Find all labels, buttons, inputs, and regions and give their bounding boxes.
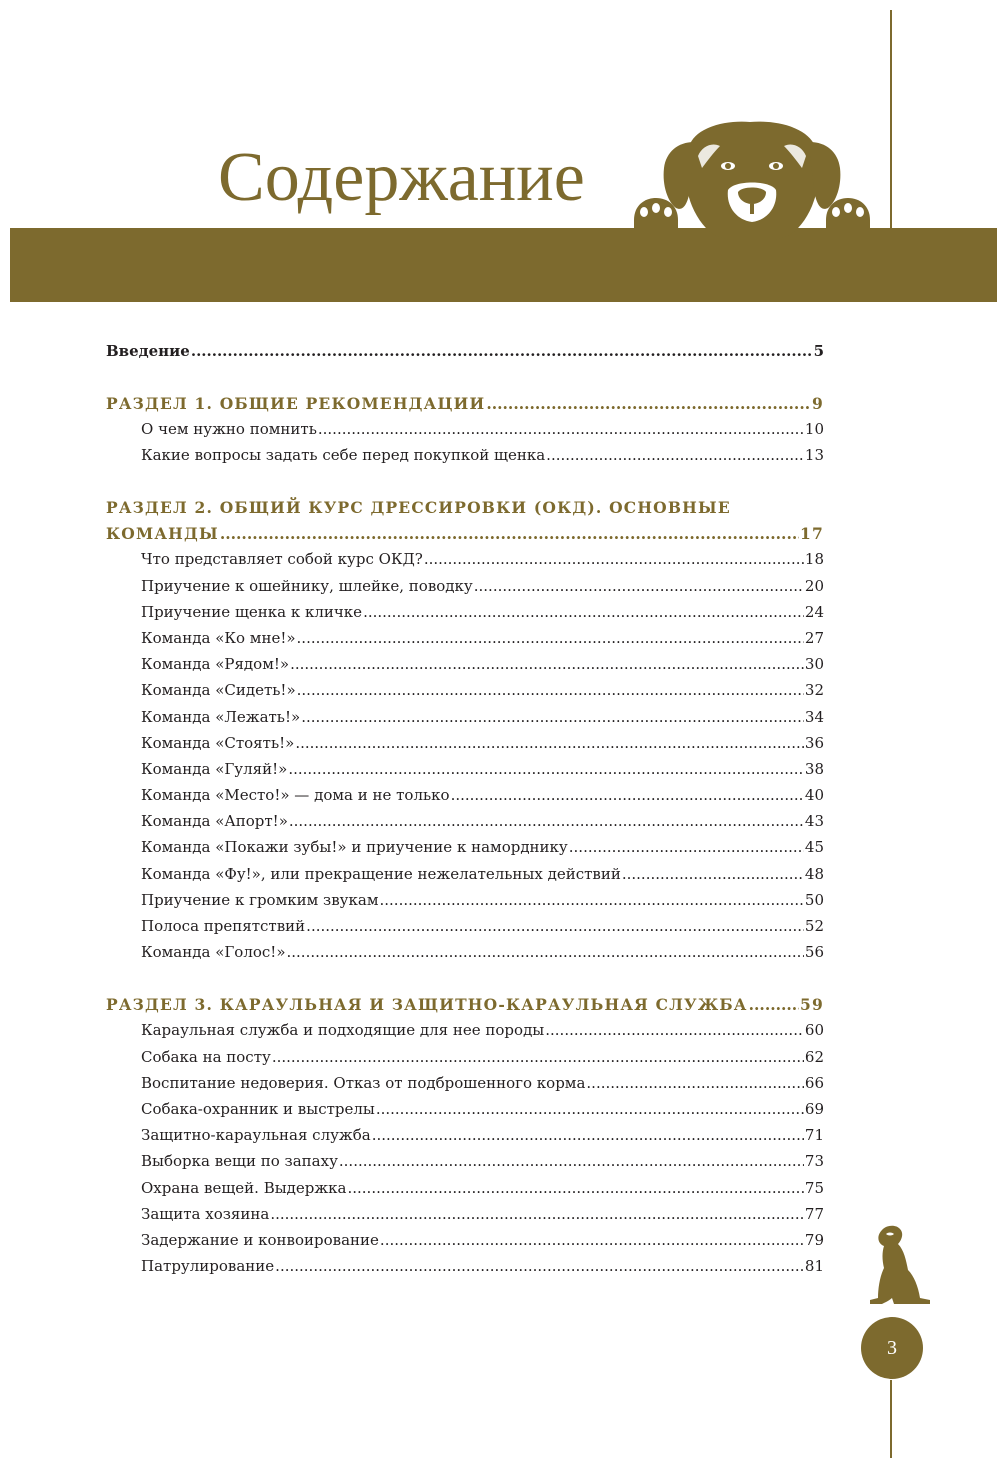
toc-entry-page: 62: [804, 1047, 824, 1066]
toc-entry-page: 40: [804, 786, 824, 805]
page-title: Содержание: [218, 139, 585, 216]
toc-entry-label: Воспитание недоверия. Отказ от подброшенного корма: [141, 1073, 586, 1092]
dot-leader: [272, 1048, 804, 1066]
dot-leader: [275, 1257, 804, 1275]
toc-entry-page: 66: [804, 1073, 824, 1092]
section-page: 9: [812, 394, 824, 413]
section-title-line1: РАЗДЕЛ 2. ОБЩИЙ КУРС ДРЕССИРОВКИ (ОКД). ОСНОВНЫЕ: [106, 498, 731, 518]
toc-entry[interactable]: [106, 1021, 824, 1047]
section-title-line2: КОМАНДЫ: [106, 524, 219, 544]
toc-entry[interactable]: [106, 760, 824, 786]
toc-entry-page: 50: [804, 890, 824, 909]
toc-entry-label: Патрулирование: [141, 1257, 275, 1276]
toc-entry-page: 38: [804, 759, 824, 778]
toc-entry-label: Команда «Рядом!»: [141, 655, 290, 674]
dot-leader: [318, 420, 804, 438]
dot-leader: [545, 1021, 804, 1039]
toc-entry-page: 27: [804, 628, 824, 647]
toc-entry-page: 81: [804, 1257, 824, 1276]
toc-entry[interactable]: [106, 838, 824, 864]
toc-entry-page: 52: [804, 917, 824, 935]
toc-entry[interactable]: [106, 1126, 824, 1152]
dot-leader: [451, 786, 804, 804]
toc-entry-page: 56: [804, 943, 824, 962]
dot-leader: [301, 708, 804, 726]
toc-entry-page: 75: [804, 1178, 824, 1197]
toc-entry-page: 20: [804, 576, 824, 595]
toc-entry[interactable]: [106, 1257, 824, 1283]
toc-entry[interactable]: [106, 446, 824, 472]
toc-entry-label: Введение: [106, 342, 190, 360]
toc-entry-label: Команда «Апорт!»: [141, 812, 288, 831]
dot-leader: [220, 524, 799, 543]
toc-entry[interactable]: [106, 708, 824, 734]
toc-entry-label: Команда «Сидеть!»: [141, 681, 296, 700]
toc-entry-label: Команда «Гуляй!»: [141, 759, 288, 778]
toc-entry-page: 48: [804, 864, 824, 883]
bottom-vertical-rule: [890, 1380, 892, 1458]
toc-entry-page: 79: [804, 1230, 824, 1249]
toc-entry[interactable]: [106, 1152, 824, 1178]
toc-entry-page: 36: [804, 733, 824, 752]
toc-section-1[interactable]: [106, 394, 824, 420]
toc-entry[interactable]: [106, 655, 824, 681]
toc-entry[interactable]: [106, 629, 824, 655]
toc-entry-label: Команда «Голос!»: [141, 943, 286, 962]
page-number: 3: [861, 1317, 923, 1379]
dot-leader: [339, 1152, 804, 1170]
toc-entry-page: 10: [804, 420, 824, 438]
dot-leader: [297, 681, 804, 699]
dot-leader: [287, 943, 804, 961]
section-title: РАЗДЕЛ 1. ОБЩИЕ РЕКОМЕНДАЦИИ: [106, 394, 486, 413]
toc-entry-page: 69: [804, 1099, 824, 1118]
table-of-contents: [106, 342, 824, 1283]
dot-leader: [363, 603, 804, 621]
toc-section-3[interactable]: [106, 995, 824, 1021]
toc-entry-page: 77: [804, 1204, 824, 1223]
toc-entry[interactable]: [106, 812, 824, 838]
toc-entry[interactable]: [106, 1074, 824, 1100]
toc-entry[interactable]: [106, 1231, 824, 1257]
dog-head-illustration-icon: [628, 116, 873, 242]
toc-entry[interactable]: [106, 1179, 824, 1205]
toc-entry[interactable]: [106, 943, 824, 969]
toc-entry-label: Собака на посту: [141, 1047, 271, 1066]
dot-leader: [486, 394, 811, 413]
toc-entry-label: Команда «Стоять!»: [141, 733, 295, 752]
dot-leader: [749, 995, 799, 1014]
toc-entry-label: Приучение к ошейнику, шлейке, поводку: [141, 576, 473, 595]
toc-entry-label: Команда «Ко мне!»: [141, 628, 296, 647]
toc-entry-label: Собака-охранник и выстрелы: [141, 1099, 375, 1118]
toc-entry[interactable]: [106, 1100, 824, 1126]
toc-entry-label: Команда «Фу!», или прекращение нежелательных действий: [141, 864, 621, 883]
toc-entry-label: Задержание и конвоирование: [141, 1230, 379, 1249]
dot-leader: [372, 1126, 804, 1144]
dot-leader: [569, 838, 804, 856]
toc-entry-label: Что представляет собой курс ОКД?: [141, 550, 423, 569]
dot-leader: [380, 891, 804, 909]
toc-entry[interactable]: [106, 786, 824, 812]
toc-entry[interactable]: [106, 577, 824, 603]
toc-entry[interactable]: [106, 1048, 824, 1074]
toc-entry-page: 71: [804, 1126, 824, 1145]
toc-entry-page: 30: [804, 655, 824, 674]
toc-entry[interactable]: [106, 917, 824, 943]
toc-entry-label: Команда «Место!» — дома и не только: [141, 786, 450, 805]
toc-entry[interactable]: [106, 891, 824, 917]
dot-leader: [347, 1179, 803, 1197]
toc-entry-page: 32: [804, 681, 824, 700]
toc-entry[interactable]: [106, 550, 824, 576]
dot-leader: [376, 1100, 804, 1118]
dot-leader: [290, 655, 804, 673]
toc-entry-page: 34: [804, 707, 824, 726]
toc-entry-label: Защитно-караульная служба: [141, 1126, 371, 1145]
dot-leader: [297, 629, 804, 647]
dot-leader: [474, 577, 804, 595]
toc-entry-label: Какие вопросы задать себе перед покупкой щенка: [141, 446, 546, 465]
dot-leader: [424, 550, 804, 568]
toc-entry-label: Охрана вещей. Выдержка: [141, 1178, 347, 1197]
toc-entry-intro[interactable]: [106, 342, 824, 368]
toc-entry-page: 13: [804, 446, 824, 465]
toc-entry-label: Выборка вещи по запаху: [141, 1152, 338, 1171]
toc-entry[interactable]: [106, 420, 824, 446]
section-title: РАЗДЕЛ 3. КАРАУЛЬНАЯ И ЗАЩИТНО-КАРАУЛЬНАЯ СЛУЖБА: [106, 995, 748, 1015]
dot-leader: [270, 1205, 804, 1223]
dot-leader: [295, 734, 804, 752]
toc-entry-label: Караульная служба и подходящие для нее породы: [141, 1021, 545, 1040]
toc-entry-label: Приучение к громким звукам: [141, 890, 379, 909]
toc-entry-page: 5: [813, 342, 824, 360]
toc-entry-page: 73: [804, 1152, 824, 1171]
dot-leader: [288, 760, 804, 778]
sitting-dog-icon: [864, 1224, 932, 1306]
toc-entry-label: Полоса препятствий: [141, 917, 306, 935]
toc-entry-page: 60: [804, 1021, 824, 1040]
toc-entry-page: 24: [804, 602, 824, 621]
toc-entry[interactable]: [106, 603, 824, 629]
toc-entry-page: 45: [804, 838, 824, 857]
toc-entry[interactable]: [106, 865, 824, 891]
dot-leader: [191, 342, 813, 360]
dot-leader: [546, 446, 804, 464]
toc-entry-label: Команда «Покажи зубы!» и приучение к наморднику: [141, 838, 568, 857]
section-page: 59: [800, 995, 824, 1015]
toc-entry-page: 43: [804, 812, 824, 831]
toc-entry[interactable]: [106, 1205, 824, 1231]
toc-entry-label: Защита хозяина: [141, 1204, 270, 1223]
toc-entry[interactable]: [106, 734, 824, 760]
dot-leader: [622, 865, 804, 883]
toc-entry[interactable]: [106, 681, 824, 707]
section-page: 17: [800, 524, 824, 544]
dot-leader: [289, 812, 804, 830]
toc-section-2[interactable]: [106, 524, 824, 550]
toc-entry-label: Приучение щенка к кличке: [141, 602, 363, 621]
dot-leader: [306, 917, 804, 935]
dot-leader: [586, 1074, 804, 1092]
top-vertical-rule: [890, 10, 892, 228]
toc-entry-label: О чем нужно помнить: [141, 420, 317, 438]
toc-entry-label: Команда «Лежать!»: [141, 707, 301, 726]
toc-section-2-title-line1[interactable]: [106, 498, 824, 524]
toc-entry-page: 18: [804, 550, 824, 569]
dot-leader: [380, 1231, 804, 1249]
